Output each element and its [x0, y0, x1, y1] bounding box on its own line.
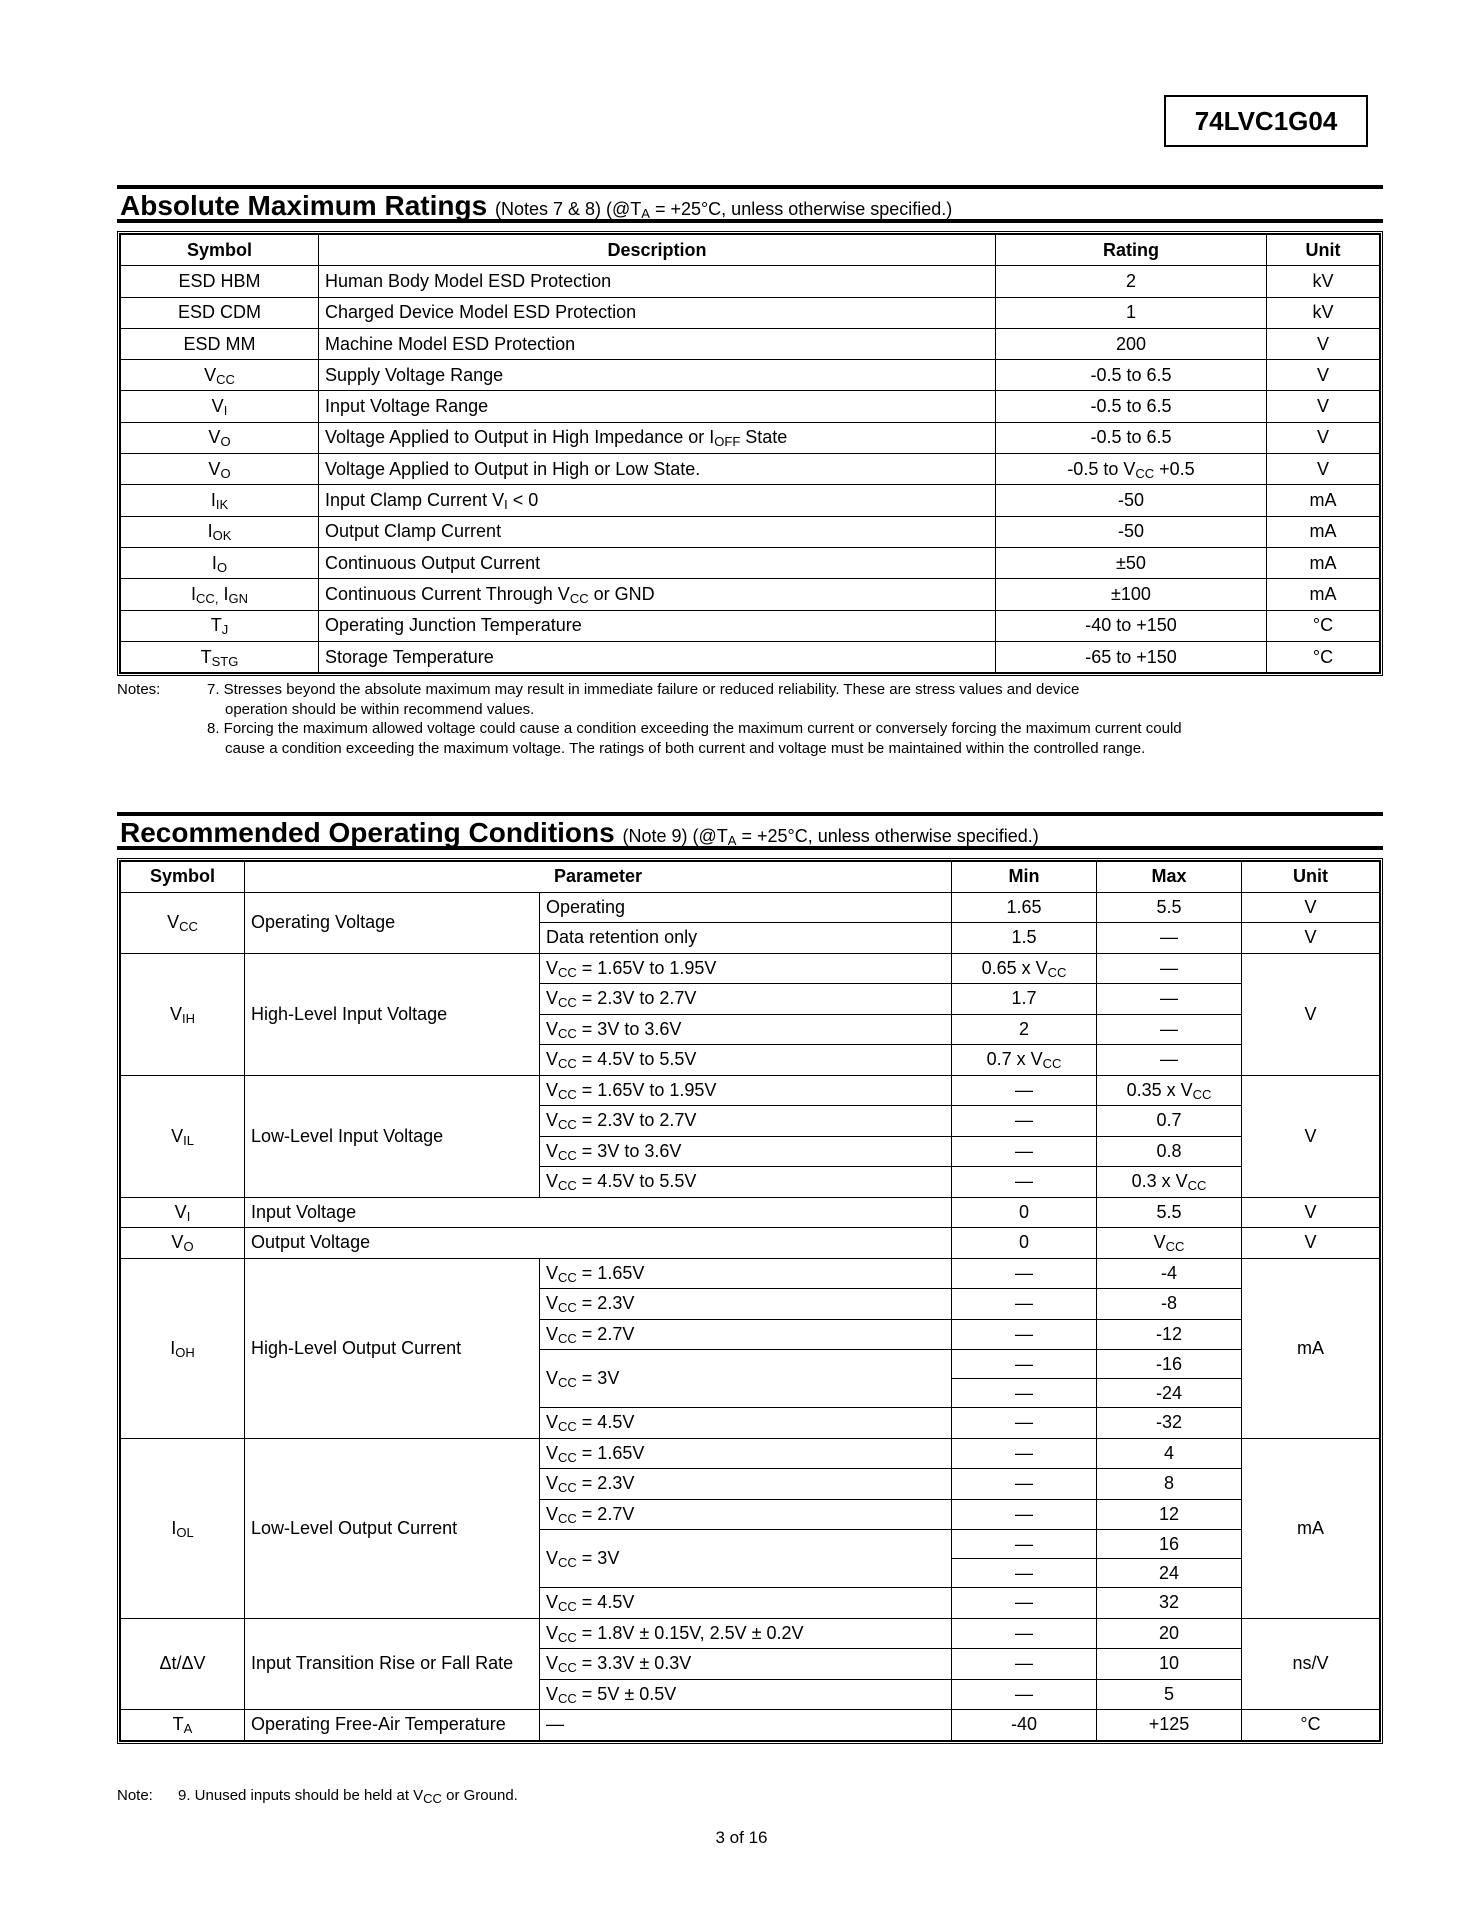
roc-condition: $V_{CC} = 5V \pm 0.5V$: [540, 1679, 952, 1710]
amr-unit: V: [1267, 454, 1380, 485]
amr-rating: -65 to +150: [996, 641, 1267, 672]
roc-unit: V: [1242, 1228, 1380, 1259]
roc-min: 0: [952, 1228, 1097, 1259]
amr-unit: kV: [1267, 297, 1380, 328]
roc-max: -16: [1097, 1350, 1242, 1379]
roc-min: —: [952, 1559, 1097, 1588]
roc-parameter: High-Level Input Voltage: [245, 953, 540, 1075]
roc-min: —: [952, 1075, 1097, 1106]
roc-min: 1.65: [952, 892, 1097, 923]
page-number: 3 of 16: [715, 1828, 768, 1847]
amr-symbol: ESD HBM: [121, 266, 319, 297]
amr-symbol: $T_J$: [121, 610, 319, 641]
roc-condition: $V_{CC} = 2.3V$: [540, 1469, 952, 1500]
roc-symbol: $V_O$: [121, 1228, 245, 1259]
table-row: [121, 1258, 1380, 1289]
amr-unit: mA: [1267, 547, 1380, 578]
amr-unit: V: [1267, 328, 1380, 359]
roc-min: 0.7 x $V_{CC}$: [952, 1045, 1097, 1076]
amr-header-rating: Rating: [996, 235, 1267, 266]
roc-min: —: [952, 1319, 1097, 1350]
roc-unit: V: [1242, 892, 1380, 923]
amr-unit: mA: [1267, 516, 1380, 547]
roc-symbol: $V_{IH}$: [121, 953, 245, 1075]
amr-unit: V: [1267, 391, 1380, 422]
table-row: [121, 1075, 1380, 1106]
roc-min: 0: [952, 1197, 1097, 1228]
amr-rows: [121, 266, 1380, 673]
amr-rating: -50: [996, 485, 1267, 516]
roc-max: 12: [1097, 1499, 1242, 1530]
amr-symbol: $T_{STG}$: [121, 641, 319, 672]
roc-max: -24: [1097, 1379, 1242, 1408]
amr-description: Storage Temperature: [319, 641, 996, 672]
amr-rating: -50: [996, 516, 1267, 547]
roc-unit: mA: [1242, 1438, 1380, 1618]
roc-condition: $V_{CC} = 4.5V$ to 5.5V: [540, 1167, 952, 1198]
table-row: [121, 1710, 1380, 1741]
roc-condition: $V_{CC} = 4.5V$: [540, 1408, 952, 1439]
amr-symbol: $V_{CC}$: [121, 360, 319, 391]
roc-min: —: [952, 1679, 1097, 1710]
roc-condition: Operating: [540, 892, 952, 923]
roc-symbol: $V_I$: [121, 1197, 245, 1228]
roc-parameter: High-Level Output Current: [245, 1258, 540, 1438]
roc-parameter: Output Voltage: [245, 1228, 952, 1259]
table-row: [121, 297, 1380, 328]
roc-max: 20: [1097, 1618, 1242, 1649]
roc-min: —: [952, 1379, 1097, 1408]
roc-header-parameter: Parameter: [245, 862, 952, 893]
amr-unit: V: [1267, 360, 1380, 391]
roc-min: —: [952, 1106, 1097, 1137]
roc-condition: $V_{CC} = 1.8V \pm 0.15V$, 2.5V ± 0.2V: [540, 1618, 952, 1649]
amr-rating: 200: [996, 328, 1267, 359]
roc-min: 1.7: [952, 984, 1097, 1015]
table-row: [121, 1618, 1380, 1649]
roc-max: —: [1097, 1045, 1242, 1076]
roc-condition: $V_{CC} = 3V$: [540, 1530, 952, 1588]
roc-max: —: [1097, 923, 1242, 954]
table-row: [121, 516, 1380, 547]
amr-symbol: ESD CDM: [121, 297, 319, 328]
roc-header-max: Max: [1097, 862, 1242, 893]
roc-unit: V: [1242, 1197, 1380, 1228]
roc-min: —: [952, 1438, 1097, 1469]
amr-description: Supply Voltage Range: [319, 360, 996, 391]
amr-table: [120, 234, 1380, 673]
table-row: [121, 1438, 1380, 1469]
roc-unit: V: [1242, 953, 1380, 1075]
amr-description: Voltage Applied to Output in High Impedance or $I_{OFF}$ State: [319, 422, 996, 453]
amr-unit: V: [1267, 422, 1380, 453]
amr-symbol: ESD MM: [121, 328, 319, 359]
roc-unit: V: [1242, 1075, 1380, 1197]
table-row: [121, 391, 1380, 422]
amr-symbol: $V_O$: [121, 454, 319, 485]
table-row: [121, 1228, 1380, 1259]
roc-max: —: [1097, 984, 1242, 1015]
amr-symbol: $I_{OK}$: [121, 516, 319, 547]
note-8: 8. Forcing the maximum allowed voltage could cause a condition exceeding the maximum current or conversely forcing the maximum current could: [207, 720, 1182, 737]
amr-description: Input Voltage Range: [319, 391, 996, 422]
roc-condition: $V_{CC} = 1.65V$ to 1.95V: [540, 1075, 952, 1106]
roc-parameter: Input Transition Rise or Fall Rate: [245, 1618, 540, 1710]
note-label: Note:: [117, 1787, 153, 1804]
roc-condition: $V_{CC} = 2.3V$: [540, 1289, 952, 1320]
roc-condition: $V_{CC} = 2.7V$: [540, 1319, 952, 1350]
table-row: [121, 953, 1380, 984]
amr-description: Machine Model ESD Protection: [319, 328, 996, 359]
roc-symbol: $I_{OL}$: [121, 1438, 245, 1618]
amr-heading: [117, 185, 1383, 223]
amr-rating: 1: [996, 297, 1267, 328]
roc-condition: $V_{CC} = 3V$: [540, 1350, 952, 1408]
amr-description: Voltage Applied to Output in High or Low State.: [319, 454, 996, 485]
roc-condition: $V_{CC} = 3.3V \pm 0.3V$: [540, 1649, 952, 1680]
roc-parameter: Low-Level Input Voltage: [245, 1075, 540, 1197]
roc-max: 16: [1097, 1530, 1242, 1559]
roc-max: —: [1097, 953, 1242, 984]
amr-rating: 2: [996, 266, 1267, 297]
table-row: [121, 485, 1380, 516]
roc-header-symbol: Symbol: [121, 862, 245, 893]
roc-condition: $V_{CC} = 3V$ to 3.6V: [540, 1136, 952, 1167]
roc-min: 2: [952, 1014, 1097, 1045]
roc-min: —: [952, 1588, 1097, 1619]
amr-symbol: $I_{IK}$: [121, 485, 319, 516]
roc-min: —: [952, 1499, 1097, 1530]
roc-parameter: Input Voltage: [245, 1197, 952, 1228]
roc-heading: [117, 812, 1383, 850]
roc-max: -12: [1097, 1319, 1242, 1350]
table-row: [121, 1197, 1380, 1228]
roc-symbol: $I_{OH}$: [121, 1258, 245, 1438]
amr-rating: -0.5 to 6.5: [996, 360, 1267, 391]
roc-table: [120, 861, 1380, 1741]
roc-parameter: Operating Voltage: [245, 892, 540, 953]
table-row: [121, 360, 1380, 391]
roc-max: +125: [1097, 1710, 1242, 1741]
roc-header-min: Min: [952, 862, 1097, 893]
roc-condition: $V_{CC} = 3V$ to 3.6V: [540, 1014, 952, 1045]
table-row: [121, 547, 1380, 578]
roc-max: 32: [1097, 1588, 1242, 1619]
amr-symbol: $V_I$: [121, 391, 319, 422]
roc-min: —: [952, 1530, 1097, 1559]
roc-max: -8: [1097, 1289, 1242, 1320]
amr-description: Continuous Current Through $V_{CC}$ or GND: [319, 579, 996, 610]
amr-header-description: Description: [319, 235, 996, 266]
amr-section: [117, 185, 1383, 676]
amr-symbol: $I_O$: [121, 547, 319, 578]
table-row: [121, 422, 1380, 453]
roc-max: 24: [1097, 1559, 1242, 1588]
amr-header-symbol: Symbol: [121, 235, 319, 266]
roc-max: 0.35 x $V_{CC}$: [1097, 1075, 1242, 1106]
amr-subtitle: (Notes 7 & 8) ($@T_A = +25^\circ C$, unless otherwise specified.): [494, 199, 953, 221]
roc-unit: mA: [1242, 1258, 1380, 1438]
roc-max: 0.3 x $V_{CC}$: [1097, 1167, 1242, 1198]
amr-symbol: $I_{CC,}$ $I_{GN}$: [121, 579, 319, 610]
amr-rating: ±100: [996, 579, 1267, 610]
roc-min: —: [952, 1350, 1097, 1379]
note-9: 9. Unused inputs should be held at $V_{CC}$ or Ground.: [178, 1787, 518, 1806]
roc-unit: ns/V: [1242, 1618, 1380, 1710]
amr-description: Human Body Model ESD Protection: [319, 266, 996, 297]
roc-condition: $V_{CC} = 1.65V$ to 1.95V: [540, 953, 952, 984]
amr-description: Input Clamp Current $V_I < 0$: [319, 485, 996, 516]
amr-unit: °C: [1267, 641, 1380, 672]
roc-symbol: $V_{IL}$: [121, 1075, 245, 1197]
amr-unit: kV: [1267, 266, 1380, 297]
roc-parameter: Operating Free-Air Temperature: [245, 1710, 540, 1741]
notes-label: Notes:: [117, 681, 161, 698]
table-row: [121, 454, 1380, 485]
amr-rating: -0.5 to $V_{CC} +0.5$: [996, 454, 1267, 485]
table-row: [121, 579, 1380, 610]
roc-max: 0.8: [1097, 1136, 1242, 1167]
amr-rating: ±50: [996, 547, 1267, 578]
roc-condition: $V_{CC} = 2.3V$ to 2.7V: [540, 984, 952, 1015]
roc-max: -4: [1097, 1258, 1242, 1289]
amr-header-unit: Unit: [1267, 235, 1380, 266]
table-row: [121, 266, 1380, 297]
note-7: 7. Stresses beyond the absolute maximum may result in immediate failure or reduced reliability. These are stress values and device: [207, 681, 1080, 698]
roc-condition: $V_{CC} = 4.5V$: [540, 1588, 952, 1619]
roc-condition: $V_{CC} = 1.65V$: [540, 1438, 952, 1469]
table-row: [121, 328, 1380, 359]
roc-max: 5: [1097, 1679, 1242, 1710]
amr-description: Output Clamp Current: [319, 516, 996, 547]
roc-title: Recommended Operating Conditions: [120, 817, 615, 848]
roc-max: 0.7: [1097, 1106, 1242, 1137]
roc-min: —: [952, 1649, 1097, 1680]
roc-header-unit: Unit: [1242, 862, 1380, 893]
amr-title: Absolute Maximum Ratings: [120, 190, 488, 221]
roc-symbol: Δt/ΔV: [121, 1618, 245, 1710]
roc-condition: $V_{CC} = 2.7V$: [540, 1499, 952, 1530]
roc-max: 5.5: [1097, 892, 1242, 923]
amr-symbol: $V_O$: [121, 422, 319, 453]
roc-condition: Data retention only: [540, 923, 952, 954]
roc-parameter: Low-Level Output Current: [245, 1438, 540, 1618]
roc-min: —: [952, 1469, 1097, 1500]
roc-max: $V_{CC}$: [1097, 1228, 1242, 1259]
amr-description: Operating Junction Temperature: [319, 610, 996, 641]
note-8-cont: cause a condition exceeding the maximum voltage. The ratings of both current and voltage must be maintained within the controlled range.: [225, 739, 1146, 757]
roc-symbol: $V_{CC}$: [121, 892, 245, 953]
roc-symbol: $T_A$: [121, 1710, 245, 1741]
roc-min: 1.5: [952, 923, 1097, 954]
roc-unit: V: [1242, 923, 1380, 954]
amr-rating: -0.5 to 6.5: [996, 422, 1267, 453]
roc-max: -32: [1097, 1408, 1242, 1439]
roc-min: —: [952, 1258, 1097, 1289]
roc-unit: °C: [1242, 1710, 1380, 1741]
roc-max: 8: [1097, 1469, 1242, 1500]
roc-min: —: [952, 1167, 1097, 1198]
table-row: [121, 610, 1380, 641]
part-number-box: 74LVC1G04: [1164, 95, 1368, 147]
amr-description: Charged Device Model ESD Protection: [319, 297, 996, 328]
roc-condition: —: [540, 1710, 952, 1741]
amr-unit: mA: [1267, 579, 1380, 610]
table-row: [121, 641, 1380, 672]
amr-rating: -40 to +150: [996, 610, 1267, 641]
roc-min: —: [952, 1618, 1097, 1649]
roc-min: —: [952, 1289, 1097, 1320]
roc-condition: $V_{CC} = 2.3V$ to 2.7V: [540, 1106, 952, 1137]
amr-unit: mA: [1267, 485, 1380, 516]
roc-min: 0.65 x $V_{CC}$: [952, 953, 1097, 984]
amr-description: Continuous Output Current: [319, 547, 996, 578]
roc-condition: $V_{CC} = 4.5V$ to 5.5V: [540, 1045, 952, 1076]
roc-min: —: [952, 1136, 1097, 1167]
amr-unit: °C: [1267, 610, 1380, 641]
amr-rating: -0.5 to 6.5: [996, 391, 1267, 422]
roc-max: 4: [1097, 1438, 1242, 1469]
roc-min: —: [952, 1408, 1097, 1439]
note-7-cont: operation should be within recommend values.: [225, 700, 535, 718]
roc-max: —: [1097, 1014, 1242, 1045]
roc-condition: $V_{CC} = 1.65V$: [540, 1258, 952, 1289]
roc-max: 10: [1097, 1649, 1242, 1680]
roc-min: -40: [952, 1710, 1097, 1741]
table-row: [121, 892, 1380, 923]
roc-max: 5.5: [1097, 1197, 1242, 1228]
roc-subtitle: (Note 9) ($@T_A = +25^\circ C$, unless otherwise specified.): [622, 826, 1039, 848]
roc-section: [117, 812, 1383, 1744]
